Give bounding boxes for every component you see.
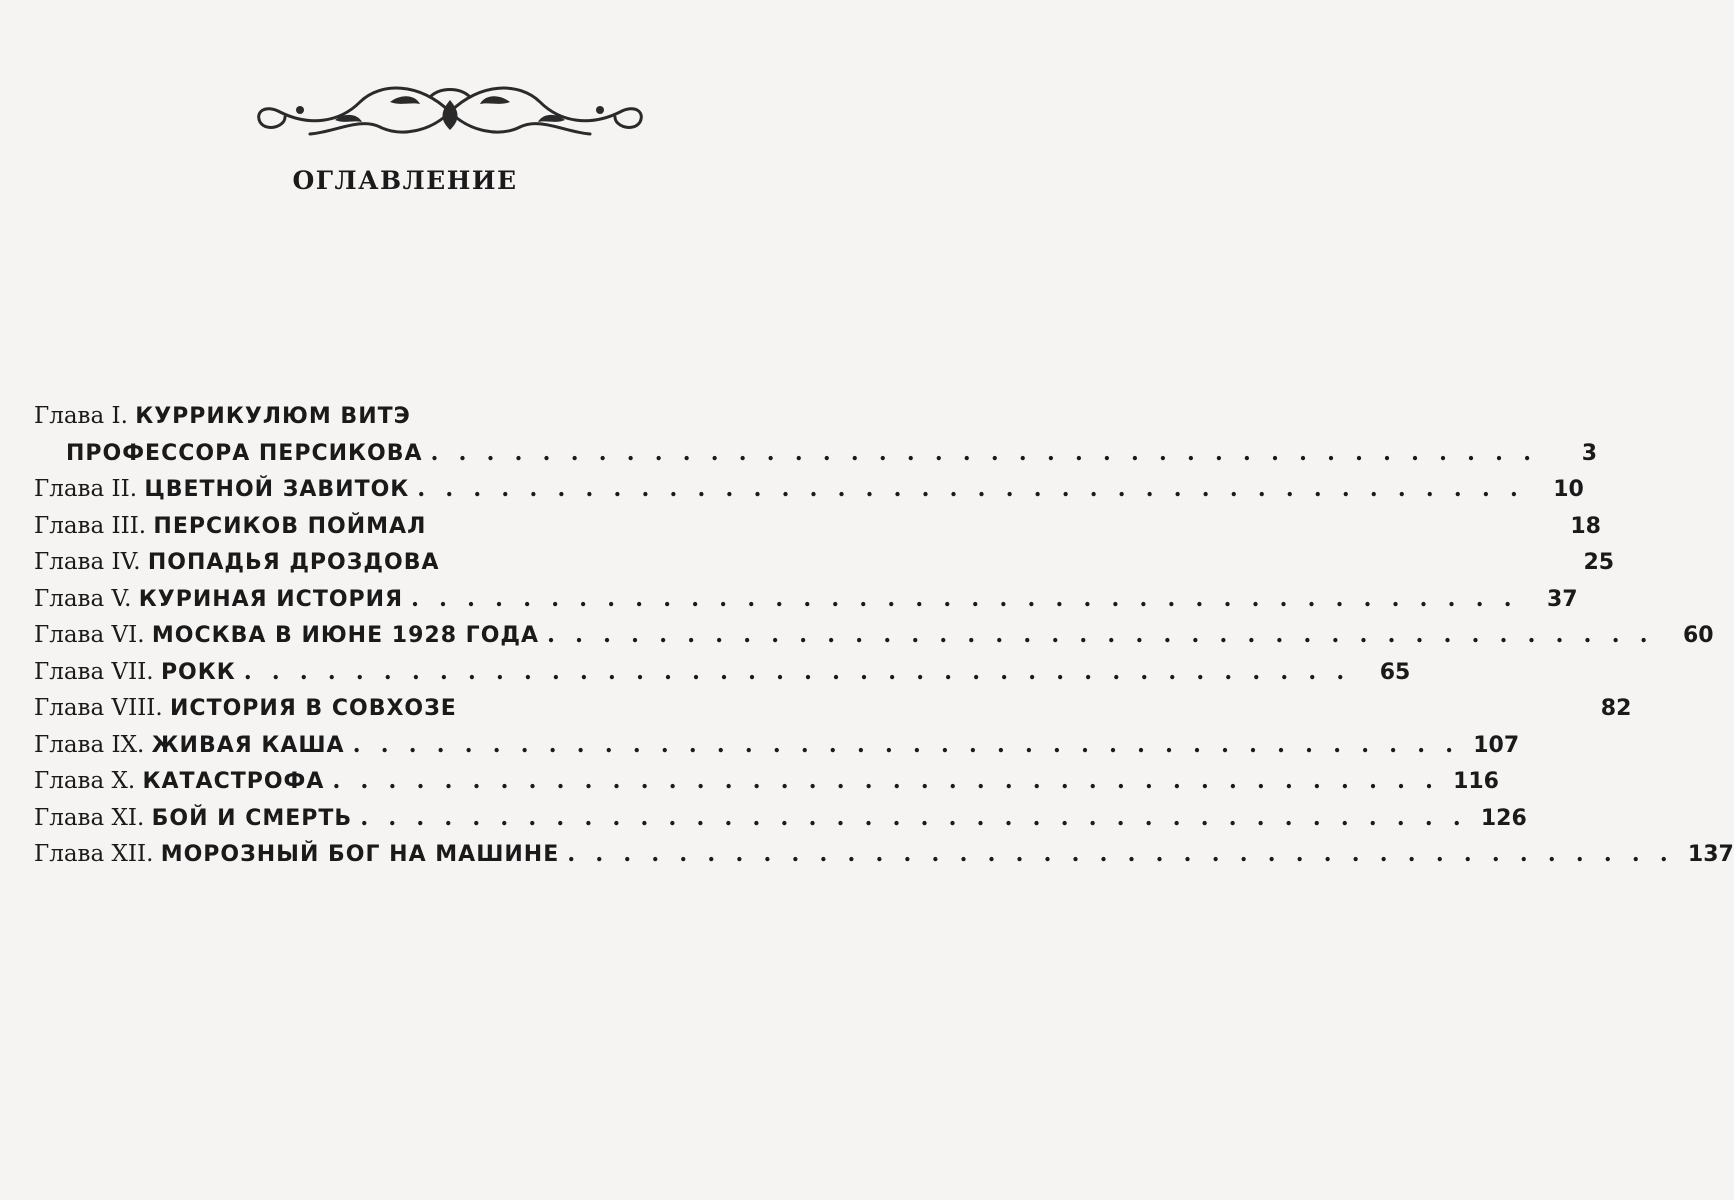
chapter-title: ЦВЕТНОЙ ЗАВИТОК — [144, 477, 410, 502]
toc-entry — [34, 544, 1615, 581]
dot-leader: . . . . . . . . . . . . . . . . . . . . . . . . . . . . . . . . . . . . . . . . — [332, 767, 1439, 794]
toc-entry — [34, 800, 1527, 837]
toc-entry — [34, 581, 1578, 618]
chapter-title: ИСТОРИЯ В СОВХОЗЕ — [170, 696, 457, 721]
toc-entry-continuation — [34, 435, 1598, 472]
chapter-number: Глава VII. — [34, 658, 154, 685]
chapter-number: Глава III. — [34, 512, 147, 539]
chapter-number: Глава XI. — [34, 804, 145, 831]
toc-entry — [34, 508, 1601, 545]
page-title: ОГЛАВЛЕНИЕ — [292, 166, 518, 195]
page-number: 82 — [1600, 696, 1632, 721]
page-number: 3 — [1581, 440, 1598, 466]
dot-leader: . . . . . . . . . . . . . . . . . . . . . . . . . . . . . . . . . . . . . . . . — [430, 438, 1538, 466]
chapter-number: Глава VIII. — [34, 695, 163, 721]
toc-entry — [34, 690, 1632, 727]
toc-entry — [34, 617, 1714, 654]
chapter-number: Глава VI. — [34, 622, 145, 648]
chapter-number: Глава XII. — [34, 841, 154, 867]
dot-leader: . . . . . . . . . . . . . . . . . . . . . . . . . . . . . . . . . . . . . . . . — [352, 730, 1460, 758]
dot-leader: . . . . . . . . . . . . . . . . . . . . . . . . . . . . . . . . . . . . . . . . — [360, 803, 1467, 831]
toc-entry — [34, 654, 1411, 691]
chapter-number: Глава IV. — [34, 549, 141, 575]
page-number: 116 — [1453, 769, 1499, 794]
chapter-title: КАТАСТРОФА — [142, 769, 325, 794]
page-number: 60 — [1682, 623, 1714, 648]
dot-leader: . . . . . . . . . . . . . . . . . . . . . . . . . . . . . . . . . . . . . . . . — [243, 657, 1351, 685]
chapter-title-continued: ПРОФЕССОРА ПЕРСИКОВА — [66, 440, 423, 466]
chapter-number: Глава V. — [34, 585, 132, 612]
chapter-title: ЖИВАЯ КАША — [151, 732, 345, 758]
page-number: 37 — [1546, 586, 1578, 612]
chapter-title: ПЕРСИКОВ ПОЙМАЛ — [153, 513, 427, 539]
chapter-title: БОЙ И СМЕРТЬ — [151, 805, 353, 831]
chapter-number: Глава I. — [34, 403, 128, 429]
chapter-title: РОКК — [160, 659, 236, 685]
chapter-number: Глава X. — [34, 768, 136, 794]
table-of-contents — [34, 398, 1734, 873]
chapter-title: ПОПАДЬЯ ДРОЗДОВА — [147, 550, 440, 575]
chapter-title: КУРИНАЯ ИСТОРИЯ — [138, 586, 404, 612]
dot-leader: . . . . . . . . . . . . . . . . . . . . . . . . . . . . . . . . . . . . . . . . — [417, 475, 1524, 502]
chapter-number: Глава IX. — [34, 731, 145, 758]
dot-leader: . . . . . . . . . . . . . . . . . . . . . . . . . . . . . . . . . . . . . . . . — [567, 840, 1674, 867]
page-number: 126 — [1480, 805, 1527, 831]
dot-leader: . . . . . . . . . . . . . . . . . . . . . . . . . . . . . . . . . . . . . . . . — [411, 584, 1518, 612]
page-number: 10 — [1553, 477, 1584, 502]
ornament-flourish-icon — [240, 72, 660, 152]
page-number: 65 — [1379, 659, 1411, 685]
toc-entry — [34, 398, 779, 435]
chapter-title: МОРОЗНЫЙ БОГ НА МАШИНЕ — [160, 842, 560, 867]
page-number: 18 — [1570, 513, 1601, 539]
page-number: 137 — [1687, 842, 1734, 867]
toc-entry — [34, 471, 1584, 508]
bleed-through-text — [100, 258, 111, 298]
chapter-title: КУРРИКУЛЮМ ВИТЭ — [135, 404, 411, 429]
toc-entry — [34, 836, 1734, 873]
chapter-number: Глава II. — [34, 476, 138, 502]
toc-entry — [34, 727, 1520, 764]
dot-leader: . . . . . . . . . . . . . . . . . . . . . . . . . . . . . . . . . . . . . . . . — [547, 621, 1654, 648]
chapter-title: МОСКВА В ИЮНЕ 1928 ГОДА — [151, 623, 540, 648]
page-number: 25 — [1583, 550, 1615, 575]
page-number: 107 — [1473, 732, 1520, 758]
toc-entry — [34, 763, 1499, 800]
